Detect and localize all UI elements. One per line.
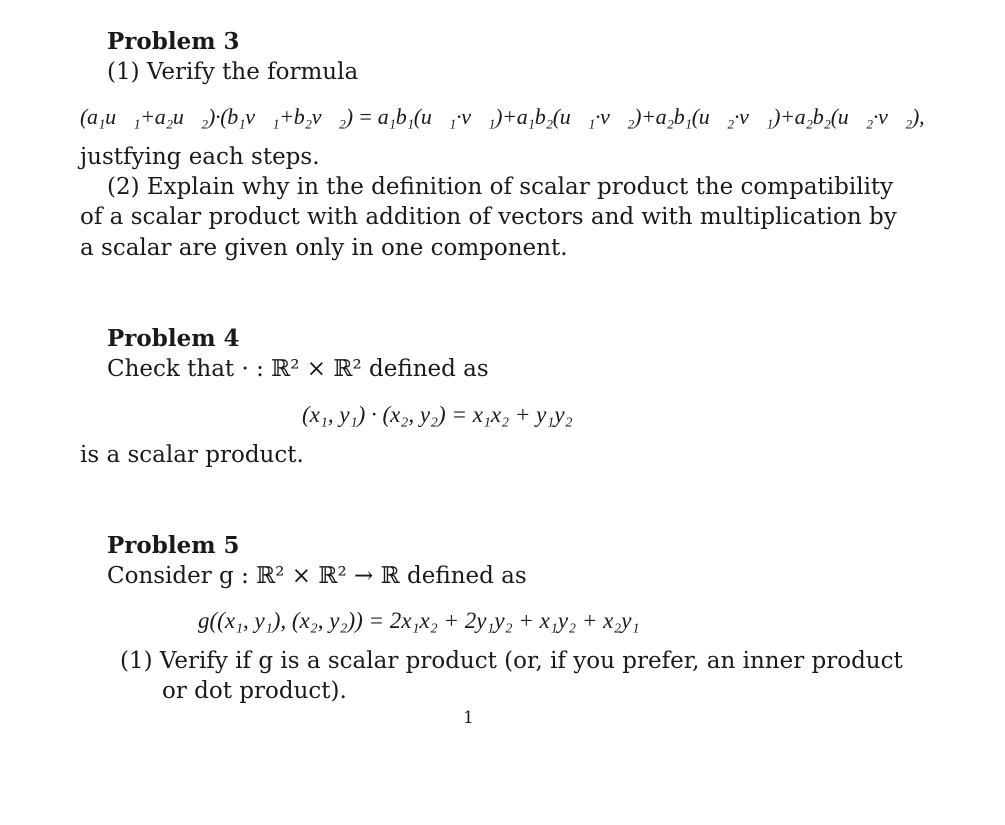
problem-4-conclusion: is a scalar product.	[80, 442, 304, 468]
problem-3-part2-line3: a scalar are given only in one component.	[80, 235, 568, 261]
problem-4-title: Problem 4	[107, 325, 240, 352]
problem-3-part2-line1: (2) Explain why in the definition of scalar product the compatibility	[107, 174, 894, 200]
problem-4-intro: Check that · : ℝ² × ℝ² defined as	[107, 356, 489, 382]
problem-3-part2-line2: of a scalar product with addition of vectors and with multiplication by	[80, 204, 897, 230]
problem-5-item1-line2: or dot product).	[162, 678, 347, 704]
problem-5-formula: g((x₁, y₁), (x₂, y₂)) = 2x₁x₂ + 2y₁y₂ + x₁y₂ + x₂y₁	[198, 608, 640, 633]
problem-5-item1-line1: (1) Verify if g is a scalar product (or, if you prefer, an inner product	[120, 648, 903, 674]
problem-3-part1-intro: (1) Verify the formula	[107, 59, 359, 85]
problem-3-title: Problem 3	[107, 28, 240, 55]
problem-5-title: Problem 5	[107, 532, 240, 559]
problem-5-intro: Consider g : ℝ² × ℝ² → ℝ defined as	[107, 563, 527, 589]
problem-3-formula: (a₁u⃗₁+a₂u⃗₂)·(b₁v⃗₁+b₂v⃗₂) = a₁b₁(u⃗₁·v⃗₁)+a₁b₂(u⃗₁·v⃗₂)+a₂b₁(u⃗₂·v⃗₁)+a₂b₂(u⃗₂·v⃗₂),	[80, 104, 925, 129]
problem-4-formula: (x₁, y₁) · (x₂, y₂) = x₁x₂ + y₁y₂	[302, 402, 573, 427]
page-number: 1	[463, 708, 474, 728]
problem-3-after-formula: justfying each steps.	[80, 144, 320, 170]
